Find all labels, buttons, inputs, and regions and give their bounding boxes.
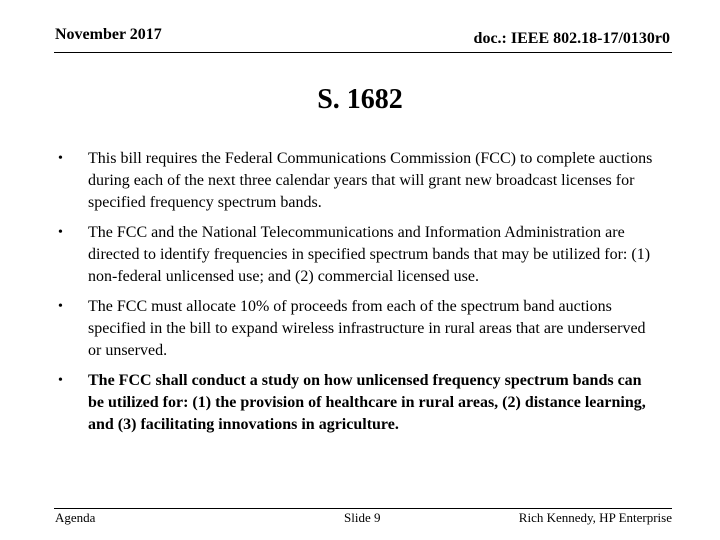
- slide-title: S. 1682: [317, 84, 403, 115]
- bullet-text: The FCC shall conduct a study on how unlicensed frequency spectrum bands can be utilized for: (1) the provision of healthcare in rural areas, (2) distance learning, and (3) facilitating innovations in agriculture.: [88, 372, 646, 433]
- header-date: November 2017: [55, 26, 162, 43]
- bullet-text: The FCC and the National Telecommunications and Information Administration are directed to identify frequencies in specified spectrum bands that may be utilized for: (1) non-federal unlicensed use; and (2) commercial licensed use.: [88, 224, 651, 285]
- bullet-icon: •: [58, 299, 63, 314]
- bullet-list: [58, 148, 658, 444]
- bullet-item-3: [58, 296, 658, 362]
- bullet-icon: •: [58, 151, 63, 166]
- bullet-item-2: [58, 222, 658, 288]
- bullet-item-1: [58, 148, 658, 214]
- bullet-icon: •: [58, 373, 63, 388]
- footer-divider: [54, 508, 672, 509]
- bullet-text: This bill requires the Federal Communications Commission (FCC) to complete auctions during each of the next three calendar years that will grant new broadcast licenses for specified frequency spectrum bands.: [88, 150, 653, 211]
- header-divider: [54, 52, 672, 53]
- header-doc-id: doc.: IEEE 802.18-17/0130r0: [473, 30, 670, 47]
- bullet-item-4: [58, 370, 658, 436]
- footer-author: Rich Kennedy, HP Enterprise: [518, 510, 672, 525]
- footer-section-label: Agenda: [55, 510, 96, 525]
- bullet-icon: •: [58, 225, 63, 240]
- bullet-text: The FCC must allocate 10% of proceeds from each of the spectrum band auctions specified in the bill to expand wireless infrastructure in rural areas that are underserved or unserved.: [88, 298, 646, 359]
- slide-number: Slide 9: [344, 510, 381, 525]
